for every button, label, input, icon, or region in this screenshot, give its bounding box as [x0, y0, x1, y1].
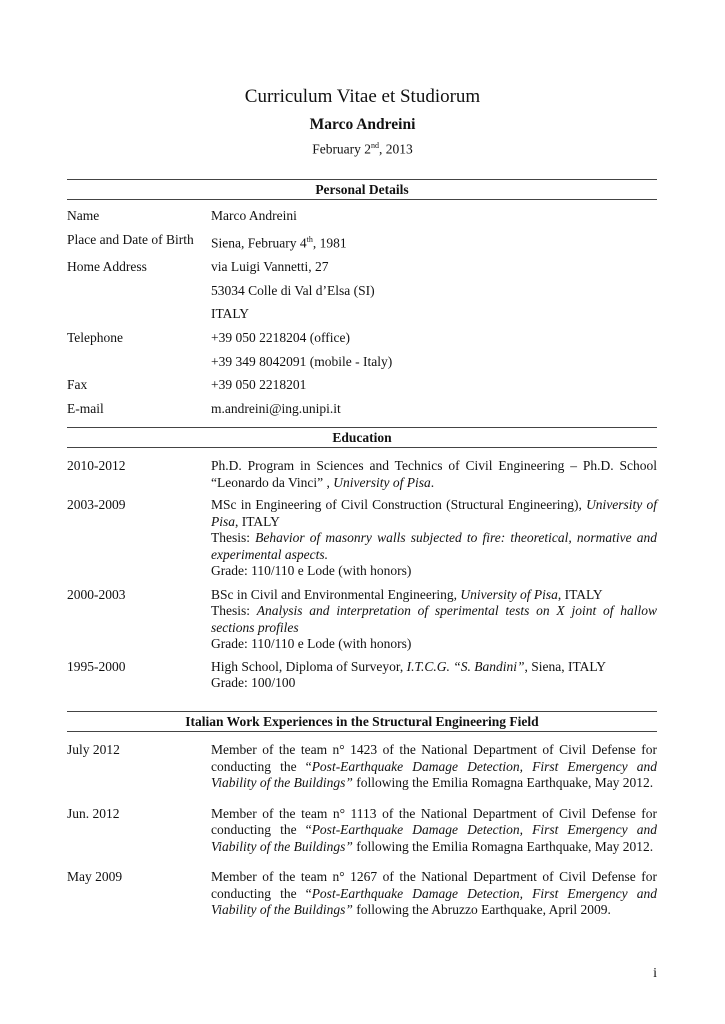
detail-value: +39 050 2218201: [211, 377, 307, 393]
address-line: ITALY: [211, 306, 250, 322]
detail-row-telephone: [67, 326, 657, 373]
education-entry: [67, 458, 657, 491]
entry-date: 2010-2012: [67, 458, 126, 473]
entry-grade: Grade: 110/110 e Lode (with honors): [211, 563, 412, 578]
entry-grade: Grade: 100/100: [211, 675, 296, 690]
entry-thesis: Thesis: Behavior of masonry walls subjected to fire: theoretical, normative and experimental aspects.: [211, 530, 658, 562]
entry-date: 2000-2003: [67, 586, 126, 602]
date-sup: nd: [371, 141, 380, 150]
work-entry: [67, 869, 657, 919]
document-date: [0, 141, 725, 158]
entry-text: Member of the team n° 1113 of the National Department of Civil Defense for conducting the “Post-Earthquake Damage Detection, First Emergency and Viability of the Buildings” following the Emilia Romagna Earthquake, May 2012.: [211, 805, 657, 854]
date-suffix: , 2013: [379, 141, 413, 157]
detail-row-fax: [67, 373, 657, 397]
birth-suffix: , 1981: [312, 235, 347, 251]
detail-label: E-mail: [67, 401, 104, 417]
address-line: 53034 Colle di Val d’Elsa (SI): [211, 282, 375, 298]
education-section: [67, 427, 657, 692]
section-heading: Italian Work Experiences in the Structural Engineering Field: [67, 711, 657, 732]
author-name: Marco Andreini: [309, 116, 416, 133]
education-entry: [67, 659, 657, 692]
birth-prefix: Siena, February 4: [211, 235, 307, 251]
entry-text: MSc in Engineering of Civil Construction (Structural Engineering), University of Pisa, ITALY: [211, 497, 657, 529]
work-experience-section: [67, 711, 657, 919]
detail-row-email: [67, 397, 657, 421]
detail-row-address: [67, 255, 657, 326]
entry-date: Jun. 2012: [67, 805, 120, 821]
education-entry: [67, 497, 657, 580]
section-heading: Personal Details: [67, 179, 657, 200]
detail-row-birth: [67, 228, 657, 255]
detail-row-name: [67, 204, 657, 228]
entry-date: July 2012: [67, 742, 120, 757]
date-prefix: February 2: [312, 141, 372, 157]
entry-grade: Grade: 110/110 e Lode (with honors): [211, 636, 412, 651]
detail-label: Telephone: [67, 330, 124, 346]
detail-label: Fax: [67, 377, 88, 393]
telephone-line: +39 349 8042091 (mobile - Italy): [211, 353, 393, 369]
telephone-line: +39 050 2218204 (office): [211, 330, 350, 346]
email-link[interactable]: m.andreini@ing.unipi.it: [211, 401, 341, 417]
detail-label: Name: [67, 208, 100, 223]
detail-value: [211, 228, 657, 255]
entry-text: Member of the team n° 1423 of the National Department of Civil Defense for conducting the “Post-Earthquake Damage Detection, First Emergency and Viability of the Buildings” following the Emilia Romagna Earthquake, May 2012.: [211, 742, 657, 790]
entry-date: 2003-2009: [67, 497, 126, 512]
education-entry: [67, 587, 657, 653]
entry-text: Ph.D. Program in Sciences and Technics of Civil Engineering – Ph.D. School “Leonardo da Vinci” , University of Pisa.: [211, 458, 657, 490]
entry-text: BSc in Civil and Environmental Engineering, University of Pisa, ITALY: [211, 586, 603, 602]
entry-text: High School, Diploma of Surveyor, I.T.C.G. “S. Bandini”, Siena, ITALY: [211, 658, 607, 674]
entry-date: May 2009: [67, 869, 123, 884]
detail-label: Place and Date of Birth: [67, 231, 194, 247]
page-number: i: [653, 966, 657, 981]
work-entry: [67, 742, 657, 792]
entry-date: 1995-2000: [67, 658, 126, 674]
detail-value: Marco Andreini: [211, 208, 297, 223]
entry-text: Member of the team n° 1267 of the National Department of Civil Defense for conducting the “Post-Earthquake Damage Detection, First Emergency and Viability of the Buildings” following the Abruzzo Earthquake, April 2009.: [211, 869, 657, 917]
detail-label: Home Address: [67, 258, 147, 274]
document-title: Curriculum Vitae et Studiorum: [244, 86, 481, 107]
address-line: via Luigi Vannetti, 27: [211, 258, 329, 274]
personal-details-section: [67, 179, 657, 421]
section-heading: Education: [67, 427, 657, 448]
birth-sup: th: [306, 234, 313, 244]
work-entry: [67, 806, 657, 856]
entry-thesis: Thesis: Analysis and interpretation of sperimental tests on X joint of hallow sections profiles: [211, 603, 657, 635]
